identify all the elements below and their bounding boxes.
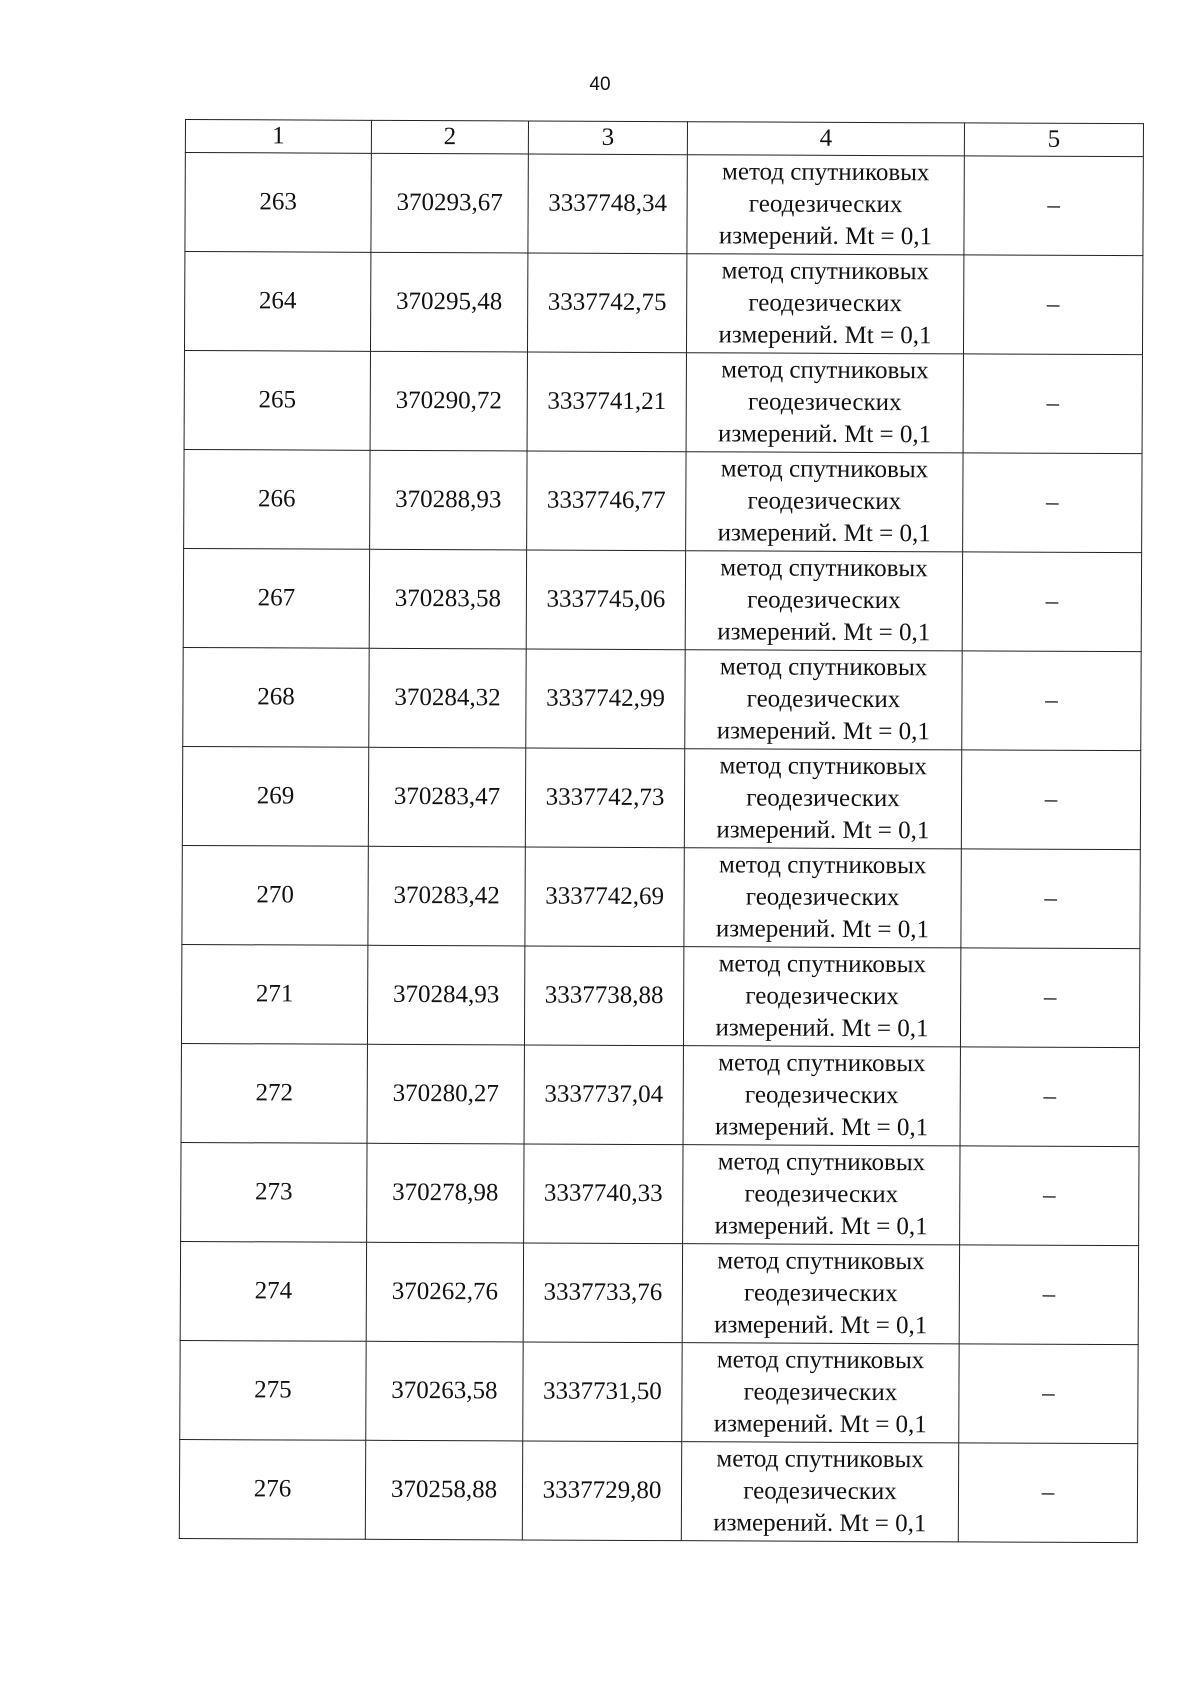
method-cell: метод спутниковых геодезических измерений. Mt = 0,1 bbox=[682, 1244, 959, 1344]
point-number-cell: 272 bbox=[181, 1043, 367, 1143]
column-header-3: 3 bbox=[528, 121, 687, 155]
note-cell: – bbox=[962, 651, 1141, 751]
x-coordinate-cell: 370290,72 bbox=[370, 351, 527, 451]
x-coordinate-cell: 370278,98 bbox=[367, 1143, 524, 1243]
method-cell: метод спутниковых геодезических измерений. Mt = 0,1 bbox=[687, 155, 964, 255]
method-cell: метод спутниковых геодезических измерений. Mt = 0,1 bbox=[686, 452, 963, 552]
point-number-cell: 270 bbox=[182, 845, 368, 945]
table-row bbox=[183, 548, 1141, 651]
x-coordinate-cell: 370283,47 bbox=[368, 747, 525, 847]
y-coordinate-cell: 3337742,75 bbox=[527, 253, 686, 353]
method-cell: метод спутниковых геодезических измерений. Mt = 0,1 bbox=[682, 1343, 959, 1443]
point-number-cell: 263 bbox=[185, 153, 371, 253]
header-row bbox=[185, 120, 1143, 157]
y-coordinate-cell: 3337729,80 bbox=[522, 1441, 681, 1541]
method-cell: метод спутниковых геодезических измерений. Mt = 0,1 bbox=[686, 254, 963, 354]
column-header-1: 1 bbox=[185, 120, 371, 154]
note-cell: – bbox=[960, 948, 1139, 1048]
table-row bbox=[183, 647, 1141, 750]
y-coordinate-cell: 3337737,04 bbox=[524, 1045, 683, 1145]
point-number-cell: 274 bbox=[180, 1241, 366, 1341]
table-row bbox=[184, 252, 1142, 355]
note-cell: – bbox=[963, 354, 1142, 454]
table-row bbox=[181, 1142, 1139, 1245]
table-row bbox=[180, 1340, 1138, 1443]
x-coordinate-cell: 370263,58 bbox=[366, 1341, 523, 1441]
table-row bbox=[179, 1439, 1137, 1542]
table-row bbox=[181, 1043, 1139, 1146]
y-coordinate-cell: 3337741,21 bbox=[527, 352, 686, 452]
note-cell: – bbox=[961, 750, 1140, 850]
note-cell: – bbox=[963, 255, 1142, 355]
x-coordinate-cell: 370284,32 bbox=[369, 648, 526, 748]
page-number: 40 bbox=[589, 74, 611, 95]
table-header bbox=[185, 120, 1143, 157]
y-coordinate-cell: 3337746,77 bbox=[527, 451, 686, 551]
y-coordinate-cell: 3337745,06 bbox=[526, 550, 685, 650]
y-coordinate-cell: 3337742,99 bbox=[526, 649, 685, 749]
column-header-2: 2 bbox=[371, 120, 528, 154]
x-coordinate-cell: 370283,42 bbox=[368, 846, 525, 946]
point-number-cell: 266 bbox=[184, 449, 370, 549]
point-number-cell: 267 bbox=[183, 548, 369, 648]
column-header-5: 5 bbox=[964, 123, 1143, 157]
note-cell: – bbox=[964, 156, 1143, 256]
x-coordinate-cell: 370258,88 bbox=[365, 1440, 522, 1540]
x-coordinate-cell: 370284,93 bbox=[367, 945, 524, 1045]
method-cell: метод спутниковых геодезических измерений. Mt = 0,1 bbox=[684, 749, 961, 849]
note-cell: – bbox=[962, 552, 1141, 652]
point-number-cell: 275 bbox=[180, 1340, 366, 1440]
table-row bbox=[182, 845, 1140, 948]
point-number-cell: 269 bbox=[182, 746, 368, 846]
note-cell: – bbox=[959, 1344, 1138, 1444]
method-cell: метод спутниковых геодезических измерений. Mt = 0,1 bbox=[683, 947, 960, 1047]
table-row bbox=[182, 746, 1140, 849]
method-cell: метод спутниковых геодезических измерений. Mt = 0,1 bbox=[686, 353, 963, 453]
x-coordinate-cell: 370262,76 bbox=[366, 1242, 523, 1342]
method-cell: метод спутниковых геодезических измерений. Mt = 0,1 bbox=[683, 1046, 960, 1146]
method-cell: метод спутниковых геодезических измерений. Mt = 0,1 bbox=[681, 1442, 958, 1542]
method-cell: метод спутниковых геодезических измерений. Mt = 0,1 bbox=[684, 848, 961, 948]
coordinates-table bbox=[179, 119, 1144, 1543]
method-cell: метод спутниковых геодезических измерений. Mt = 0,1 bbox=[685, 551, 962, 651]
x-coordinate-cell: 370280,27 bbox=[367, 1044, 524, 1144]
x-coordinate-cell: 370283,58 bbox=[369, 549, 526, 649]
table-row bbox=[180, 1241, 1138, 1344]
method-cell: метод спутниковых геодезических измерений. Mt = 0,1 bbox=[685, 650, 962, 750]
point-number-cell: 276 bbox=[179, 1439, 365, 1539]
note-cell: – bbox=[958, 1443, 1137, 1543]
x-coordinate-cell: 370288,93 bbox=[370, 450, 527, 550]
y-coordinate-cell: 3337731,50 bbox=[523, 1342, 682, 1442]
table-row bbox=[185, 153, 1143, 256]
point-number-cell: 265 bbox=[184, 350, 370, 450]
y-coordinate-cell: 3337738,88 bbox=[524, 946, 683, 1046]
x-coordinate-cell: 370295,48 bbox=[370, 252, 527, 352]
y-coordinate-cell: 3337748,34 bbox=[528, 154, 687, 254]
point-number-cell: 273 bbox=[181, 1142, 367, 1242]
point-number-cell: 268 bbox=[183, 647, 369, 747]
x-coordinate-cell: 370293,67 bbox=[371, 153, 528, 253]
table-row bbox=[184, 350, 1142, 453]
y-coordinate-cell: 3337733,76 bbox=[523, 1243, 682, 1343]
point-number-cell: 264 bbox=[184, 252, 370, 352]
y-coordinate-cell: 3337740,33 bbox=[524, 1144, 683, 1244]
point-number-cell: 271 bbox=[181, 944, 367, 1044]
note-cell: – bbox=[961, 849, 1140, 949]
y-coordinate-cell: 3337742,69 bbox=[525, 847, 684, 947]
method-cell: метод спутниковых геодезических измерений. Mt = 0,1 bbox=[683, 1145, 960, 1245]
table-row bbox=[181, 944, 1139, 1047]
note-cell: – bbox=[963, 453, 1142, 553]
y-coordinate-cell: 3337742,73 bbox=[525, 748, 684, 848]
note-cell: – bbox=[960, 1047, 1139, 1147]
note-cell: – bbox=[960, 1146, 1139, 1246]
column-header-4: 4 bbox=[687, 122, 964, 156]
table-row bbox=[184, 449, 1142, 552]
note-cell: – bbox=[959, 1245, 1138, 1345]
table-body bbox=[179, 153, 1143, 1543]
